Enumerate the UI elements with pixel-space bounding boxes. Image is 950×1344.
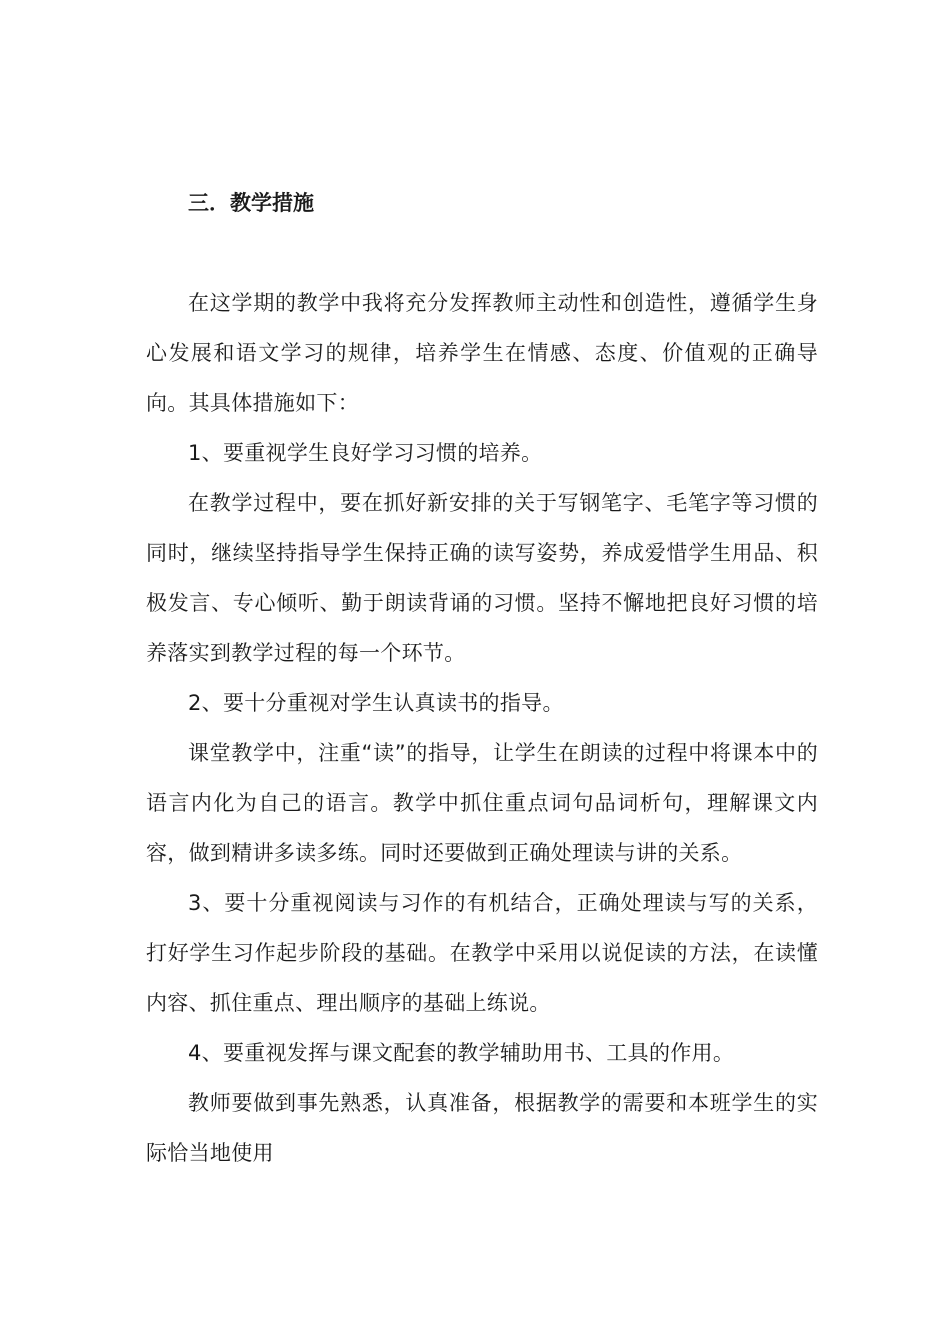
paragraph-point-4: 4、要重视发挥与课文配套的教学辅助用书、工具的作用。 — [188, 1041, 735, 1065]
document-body — [146, 178, 818, 1178]
section-title: 三．教学措施 — [188, 191, 314, 215]
spacer — [146, 228, 818, 278]
paragraph-point-3: 3、要十分重视阅读与习作的有机结合，正确处理读与写的关系，打好学生习作起步阶段的基础。在教学中采用以说促读的方法，在读懂内容、抓住重点、理出顺序的基础上练说。 — [146, 891, 818, 1015]
paragraph-point-1: 1、要重视学生良好学习习惯的培养。 — [188, 441, 543, 465]
paragraph-tools: 教师要做到事先熟悉，认真准备，根据教学的需要和本班学生的实际恰当地使用 — [146, 1091, 818, 1165]
paragraph-point-2: 2、要十分重视对学生认真读书的指导。 — [188, 691, 564, 715]
paragraph-intro: 在这学期的教学中我将充分发挥教师主动性和创造性，遵循学生身心发展和语文学习的规律，培养学生在情感、态度、价值观的正确导向。其具体措施如下： — [146, 291, 818, 415]
paragraph-habits: 在教学过程中，要在抓好新安排的关于写钢笔字、毛笔字等习惯的同时，继续坚持指导学生保持正确的读写姿势，养成爱惜学生用品、积极发言、专心倾听、勤于朗读背诵的习惯。坚持不懈地把良好习惯的培养落实到教学过程的每一个环节。 — [146, 491, 818, 665]
paragraph-reading: 课堂教学中，注重“读”的指导，让学生在朗读的过程中将课本中的语言内化为自己的语言。教学中抓住重点词句品词析句，理解课文内容，做到精讲多读多练。同时还要做到正确处理读与讲的关系。 — [146, 741, 818, 865]
